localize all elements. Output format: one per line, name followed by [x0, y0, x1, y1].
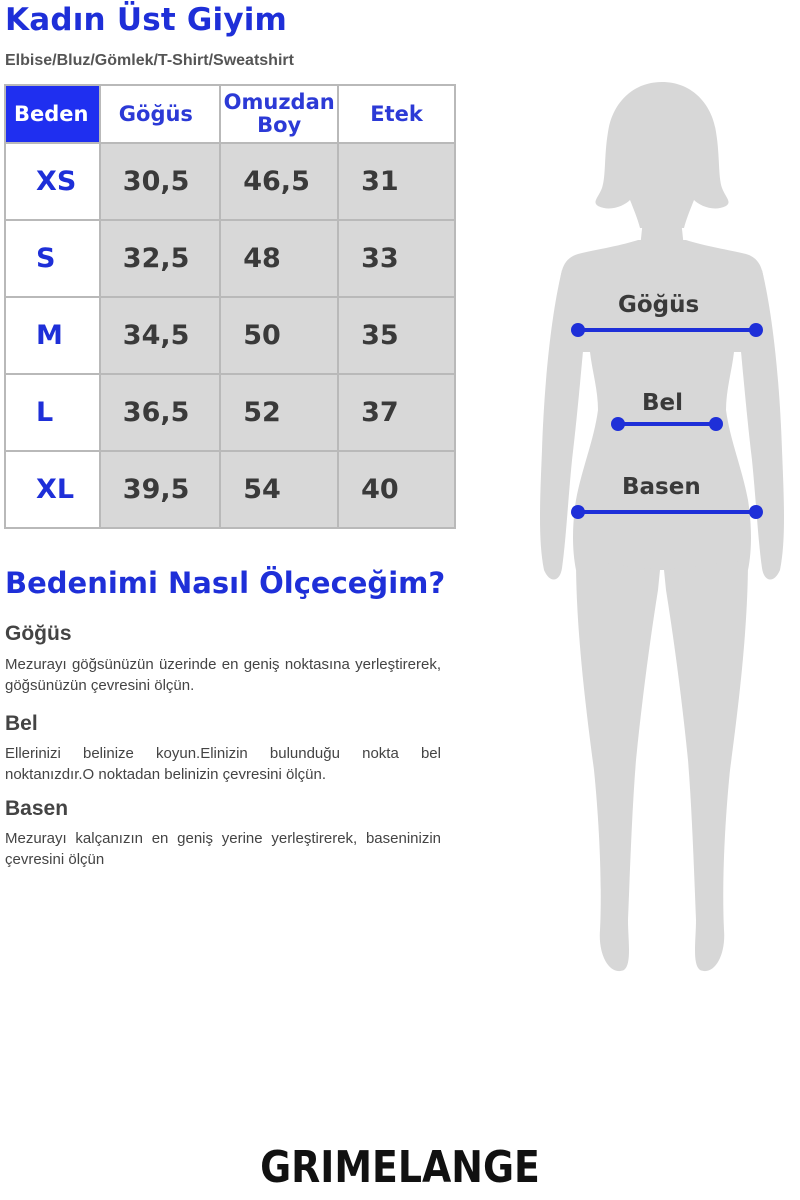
body-measurement-figure — [520, 70, 800, 990]
guide-text-gogus: Mezurayı göğsünüzün üzerinde en geniş noktasına yerleştirerek, göğsünüzün çevresini ölçün. — [5, 656, 441, 694]
figure-label-gogus: Göğüs — [618, 292, 700, 318]
column-header-omuzdan-boy — [220, 85, 338, 143]
gogus-cell: 34,5 — [100, 297, 220, 374]
column-header-gogus: Göğüs — [100, 85, 220, 143]
guide-text-basen: Mezurayı kalçanızın en geniş yerine yerleştirerek, baseninizin çevresini ölçün — [5, 830, 441, 868]
etek-cell: 31 — [338, 143, 455, 220]
size-cell: XS — [5, 143, 100, 220]
size-cell: S — [5, 220, 100, 297]
gogus-cell: 39,5 — [100, 451, 220, 528]
gogus-cell: 32,5 — [100, 220, 220, 297]
etek-cell: 35 — [338, 297, 455, 374]
boy-cell: 48 — [220, 220, 338, 297]
table-row — [5, 143, 455, 220]
table-row — [5, 451, 455, 528]
guide-heading-bel: Bel — [5, 712, 38, 735]
table-row — [5, 220, 455, 297]
page-title: Kadın Üst Giyim — [5, 2, 288, 38]
etek-cell: 40 — [338, 451, 455, 528]
column-header-omuzdan-line2: Boy — [257, 113, 302, 137]
guide-heading-basen: Basen — [5, 797, 69, 820]
size-cell: L — [5, 374, 100, 451]
page-subtitle: Elbise/Bluz/Gömlek/T-Shirt/Sweatshirt — [5, 52, 294, 69]
table-header-row — [5, 85, 455, 143]
size-cell: XL — [5, 451, 100, 528]
guide-title: Bedenimi Nasıl Ölçeceğim? — [5, 566, 446, 600]
female-silhouette-icon — [520, 70, 800, 990]
figure-label-basen: Basen — [622, 474, 701, 500]
table-row — [5, 374, 455, 451]
gogus-cell: 30,5 — [100, 143, 220, 220]
boy-cell: 52 — [220, 374, 338, 451]
guide-heading-gogus: Göğüs — [5, 622, 72, 645]
column-header-etek: Etek — [338, 85, 455, 143]
boy-cell: 54 — [220, 451, 338, 528]
column-header-beden: Beden — [5, 85, 100, 143]
figure-label-bel: Bel — [642, 390, 684, 416]
size-cell: M — [5, 297, 100, 374]
brand-logo: GRIMELANGE — [260, 1142, 540, 1193]
column-header-omuzdan-line1: Omuzdan — [223, 90, 335, 114]
etek-cell: 33 — [338, 220, 455, 297]
boy-cell: 50 — [220, 297, 338, 374]
guide-text-bel: Ellerinizi belinize koyun.Elinizin bulunduğu nokta bel noktanızdır.O noktadan belinizin çevresini ölçün. — [5, 745, 441, 783]
size-table — [4, 84, 456, 529]
etek-cell: 37 — [338, 374, 455, 451]
table-row — [5, 297, 455, 374]
boy-cell: 46,5 — [220, 143, 338, 220]
gogus-cell: 36,5 — [100, 374, 220, 451]
